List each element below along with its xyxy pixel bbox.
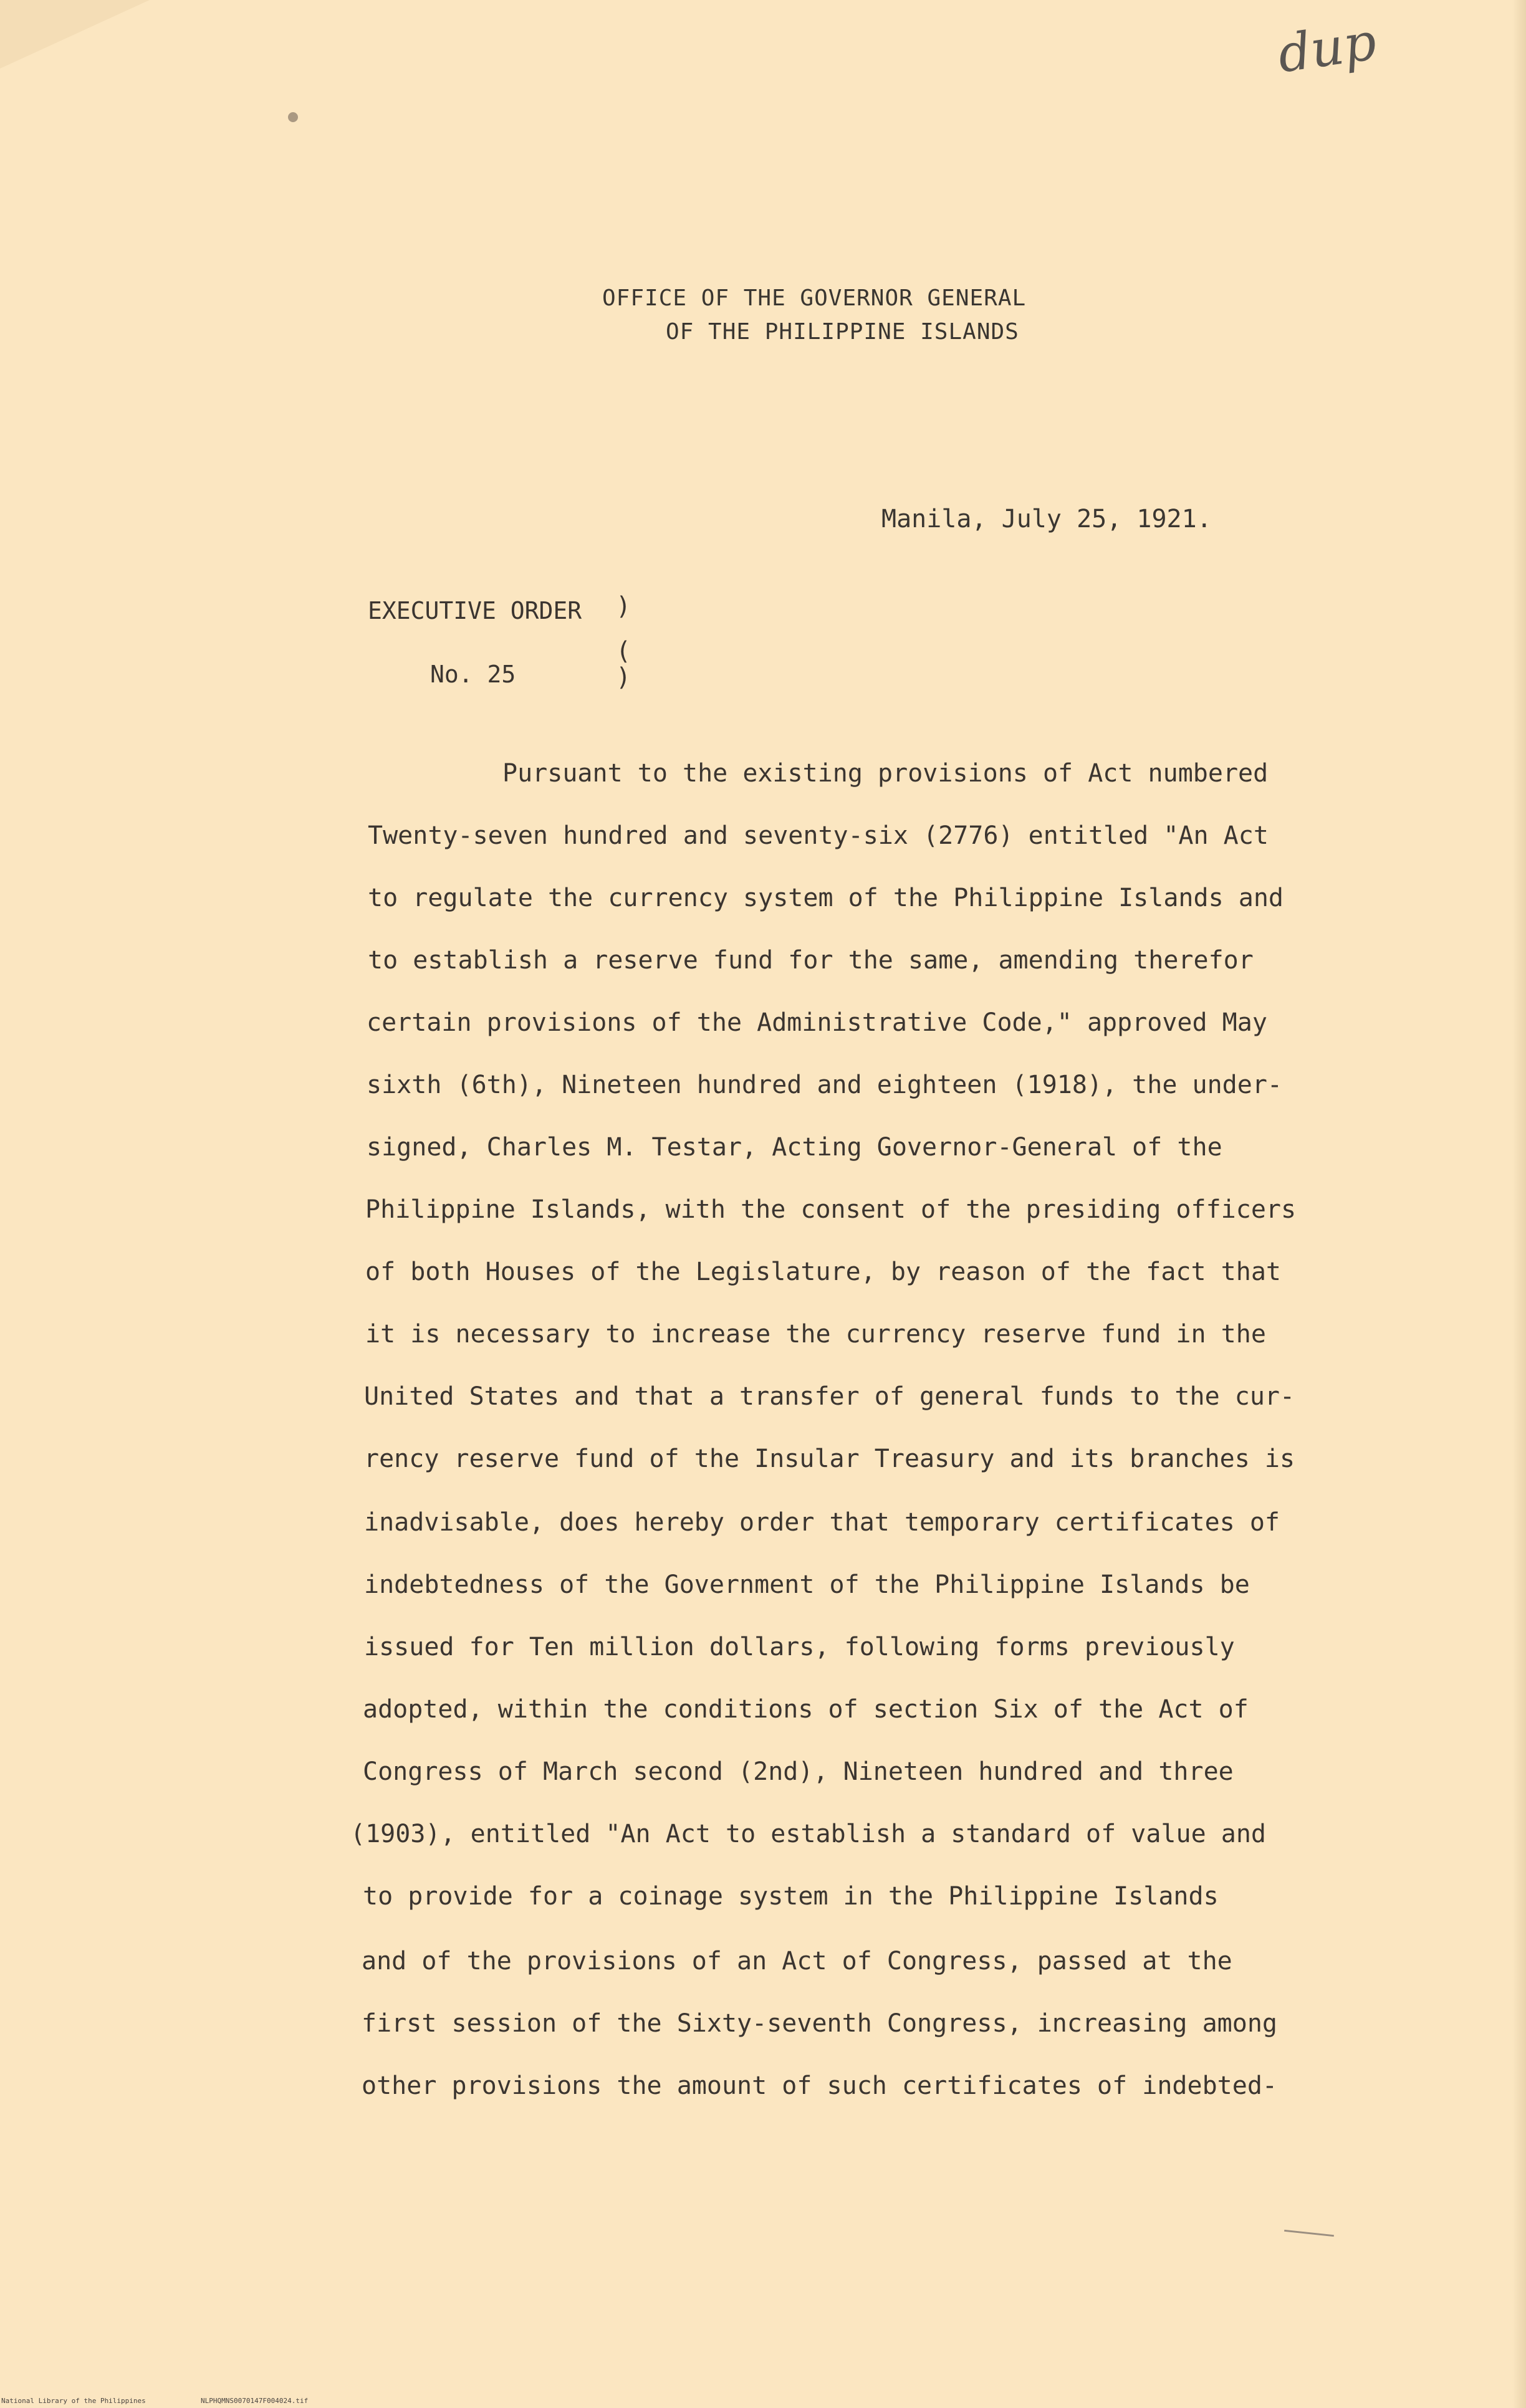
footer-file-id: NLPHQMNS0070147F004024.tif	[201, 2397, 309, 2405]
bracket-top: )	[616, 592, 631, 621]
body-line: indebtedness of the Government of the Philippine Islands be	[364, 1570, 1250, 1599]
body-line: inadvisable, does hereby order that temporary certificates of	[364, 1508, 1280, 1537]
body-line: certain provisions of the Administrative Code," approved May	[367, 1008, 1267, 1037]
pencil-mark	[1284, 2230, 1334, 2237]
ink-smudge	[288, 112, 298, 122]
body-line: to provide for a coinage system in the Philippine Islands	[363, 1882, 1219, 1911]
page-edge-shadow	[1512, 0, 1526, 2408]
body-line: of both Houses of the Legislature, by reason of the fact that	[365, 1258, 1282, 1286]
body-line: adopted, within the conditions of section Six of the Act of	[363, 1695, 1249, 1724]
bracket-middle: (	[616, 637, 631, 666]
body-line: other provisions the amount of such certificates of indebted-	[362, 2071, 1278, 2100]
body-line: and of the provisions of an Act of Congress, passed at the	[362, 1947, 1232, 1976]
handwritten-annotation: dup	[1274, 12, 1380, 85]
body-line: Pursuant to the existing provisions of Act numbered	[502, 759, 1269, 788]
body-line: to establish a reserve fund for the same, amending therefor	[368, 946, 1254, 975]
footer-library-credit: National Library of the Philippines	[1, 2397, 146, 2405]
dateline: Manila, July 25, 1921.	[881, 505, 1212, 533]
body-line: it is necessary to increase the currency reserve fund in the	[365, 1320, 1266, 1349]
body-line: United States and that a transfer of general funds to the cur-	[364, 1382, 1295, 1411]
body-line: (1903), entitled "An Act to establish a standard of value and	[350, 1820, 1267, 1848]
executive-order-label: EXECUTIVE ORDER	[368, 597, 582, 624]
letterhead-line-1: OFFICE OF THE GOVERNOR GENERAL	[602, 285, 1027, 311]
body-line: signed, Charles M. Testar, Acting Governor-General of the	[367, 1133, 1222, 1162]
body-line: Congress of March second (2nd), Nineteen hundred and three	[363, 1757, 1234, 1786]
body-line: to regulate the currency system of the Philippine Islands and	[368, 884, 1284, 912]
folded-corner	[0, 0, 150, 69]
body-line: sixth (6th), Nineteen hundred and eighteen (1918), the under-	[367, 1071, 1283, 1099]
body-line: issued for Ten million dollars, following forms previously	[364, 1633, 1235, 1661]
body-line: first session of the Sixty-seventh Congress, increasing among	[362, 2009, 1278, 2038]
body-line: Philippine Islands, with the consent of the presiding officers	[365, 1195, 1297, 1224]
body-line: Twenty-seven hundred and seventy-six (2776) entitled "An Act	[368, 821, 1269, 850]
letterhead-line-2: OF THE PHILIPPINE ISLANDS	[666, 319, 1019, 345]
body-line: rency reserve fund of the Insular Treasury and its branches is	[364, 1445, 1295, 1473]
executive-order-number: No. 25	[430, 661, 516, 688]
bracket-bottom: )	[616, 663, 631, 692]
